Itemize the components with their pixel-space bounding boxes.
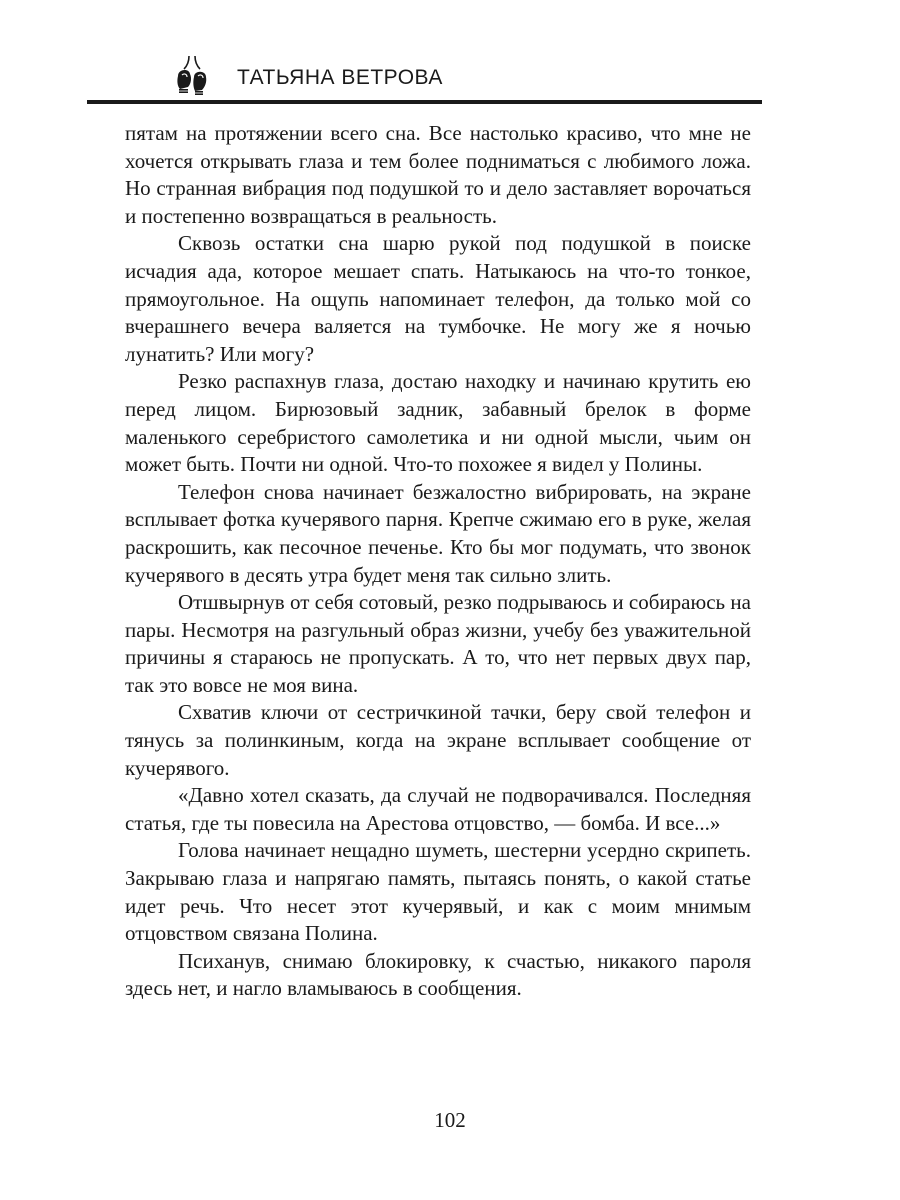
paragraph: Отшвырнув от себя сотовый, резко подрываюсь и собираюсь на пары. Несмотря на разгульный образ жизни, учебу без уважительной причины я стараюсь не пропускать. А то, что нет первых двух пар, так это вовсе не моя вина. [125,590,751,697]
page-number: 102 [434,1108,466,1132]
paragraph: «Давно хотел сказать, да случай не подворачивался. Последняя статья, где ты повесила на Арестова отцовство, — бомба. И все...» [125,783,751,835]
author-name: ТАТЬЯНА ВЕТРОВА [237,66,443,89]
boxing-gloves-icon [175,56,209,96]
paragraph: Телефон снова начинает безжалостно вибрировать, на экране всплывает фотка кучерявого парня. Крепче сжимаю его в руке, желая раскрошить, как песочное печенье. Кто бы мог подумать, что звонок кучерявого в десять утра будет меня так сильно злить. [125,479,751,587]
paragraph: Голова начинает нещадно шуметь, шестерни усердно скрипеть. Закрываю глаза и напрягаю память, пытаясь понять, о какой статье идет речь. Что несет этот кучерявый, и как с моим мнимым отцовством связана Полина. [125,838,751,946]
header-divider [87,100,762,104]
paragraph: Схватив ключи от сестричкиной тачки, беру свой телефон и тянусь за полинкиным, когда на экране всплывает сообщение от кучерявого. [125,700,751,780]
paragraph: пятам на протяжении всего сна. Все настолько красиво, что мне не хочется открывать глаза и тем более подниматься с любимого ложа. Но странная вибрация под подушкой то и дело заставляет ворочаться и постепенно возвращаться в реальность. [125,121,751,228]
paragraph: Психанув, снимаю блокировку, к счастью, никакого пароля здесь нет, и нагло вламываюсь в сообщения. [125,948,751,1001]
paragraph: Резко распахнув глаза, достаю находку и начинаю крутить ею перед лицом. Бирюзовый задник, забавный брелок в форме маленького серебристого самолетика и ни одной мысли, чьим он может быть. Почти ни одной. Что-то похожее я видел у Полины. [125,369,751,477]
body-text [125,120,751,1003]
running-header [87,54,762,104]
paragraph: Сквозь остатки сна шарю рукой под подушкой в поиске исчадия ада, которое мешает спать. Натыкаюсь на что-то тонкое, прямоугольное. На ощупь напоминает телефон, да только мой со вчерашнего вечера валяется на тумбочке. Не могу же я ночью лунатить? Или могу? [125,231,751,366]
